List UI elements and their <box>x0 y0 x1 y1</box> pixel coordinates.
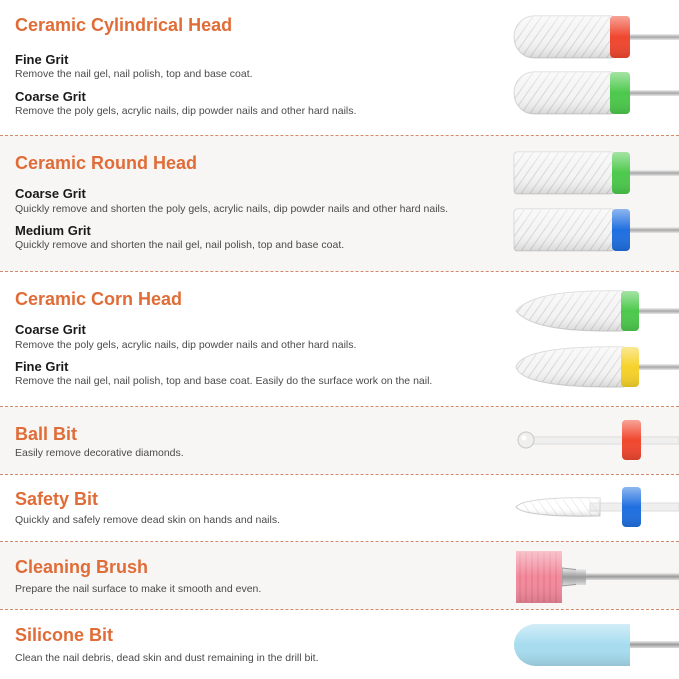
section-description: Clean the nail debris, dead skin and dust remaining in the drill bit. <box>15 652 319 664</box>
grit-description: Remove the nail gel, nail polish, top and base coat. Easily do the surface work on the nail. <box>15 375 433 387</box>
section-title: Silicone Bit <box>15 625 114 645</box>
ball-bit-icon <box>510 418 679 462</box>
section-title: Cleaning Brush <box>15 557 149 577</box>
section-description: Quickly and safely remove dead skin on hands and nails. <box>15 514 280 526</box>
grit-label: Coarse Grit <box>15 322 86 337</box>
grit-description: Remove the poly gels, acrylic nails, dip powder nails and other hard nails. <box>15 105 357 117</box>
section-description: Easily remove decorative diamonds. <box>15 447 184 459</box>
ceramic-corn-fine-bit-icon <box>510 342 679 392</box>
grit-description: Remove the poly gels, acrylic nails, dip powder nails and other hard nails. <box>15 339 357 351</box>
ceramic-round-coarse-bit-icon <box>510 148 679 198</box>
section-title: Ceramic Cylindrical Head <box>15 15 233 35</box>
grit-label: Fine Grit <box>15 52 69 67</box>
section-description: Prepare the nail surface to make it smooth and even. <box>15 583 262 595</box>
grit-label: Medium Grit <box>15 223 91 238</box>
section-title: Ceramic Corn Head <box>15 289 183 309</box>
grit-description: Remove the nail gel, nail polish, top and base coat. <box>15 68 253 80</box>
grit-description: Quickly remove and shorten the nail gel, nail polish, top and base coat. <box>15 239 345 251</box>
safety-bit-icon <box>510 485 679 529</box>
silicone-bit-icon <box>510 620 679 670</box>
ceramic-corn-coarse-bit-icon <box>510 286 679 336</box>
grit-label: Coarse Grit <box>15 186 86 201</box>
ceramic-round-medium-bit-icon <box>510 205 679 255</box>
ceramic-cylindrical-fine-bit-icon <box>510 12 679 62</box>
section-title: Safety Bit <box>15 489 99 509</box>
cleaning-brush-icon <box>510 548 679 606</box>
grit-label: Coarse Grit <box>15 89 86 104</box>
grit-label: Fine Grit <box>15 359 69 374</box>
grit-description: Quickly remove and shorten the poly gels, acrylic nails, dip powder nails and other hard nails. <box>15 203 449 215</box>
ceramic-cylindrical-coarse-bit-icon <box>510 68 679 118</box>
section-title: Ball Bit <box>15 424 78 444</box>
section-title: Ceramic Round Head <box>15 153 198 173</box>
